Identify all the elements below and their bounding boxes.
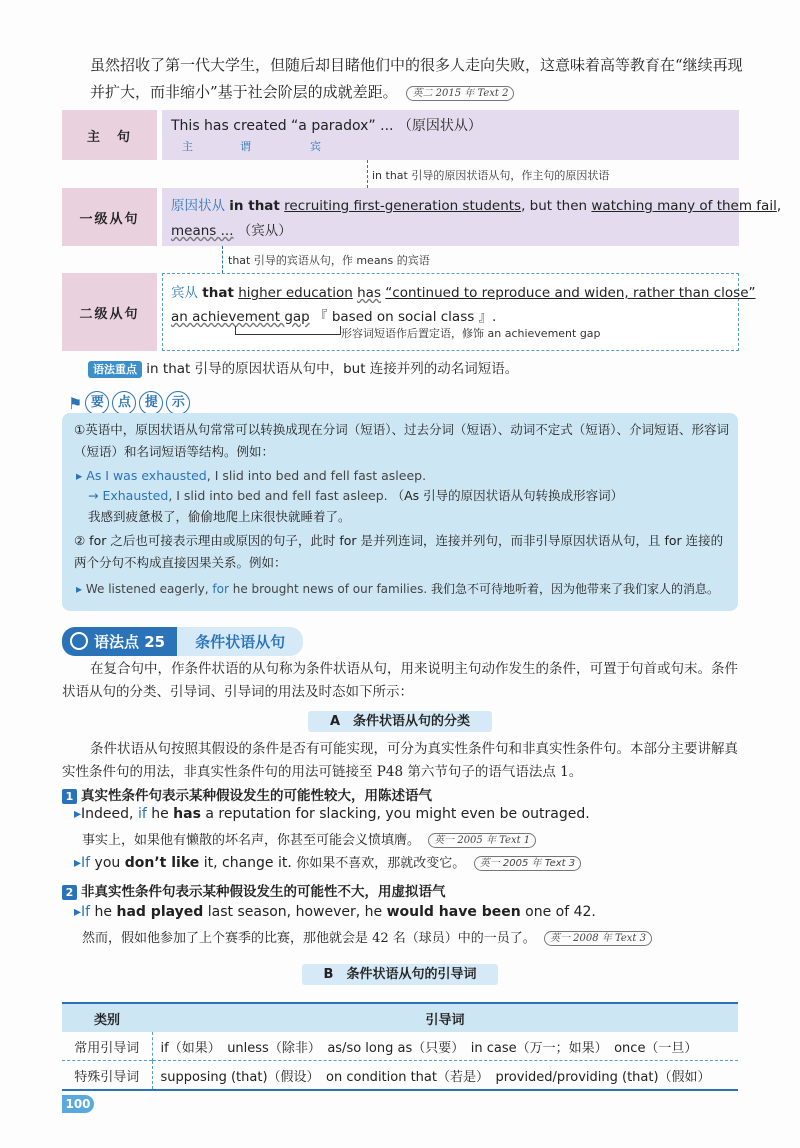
ex2-a: We listened eagerly, bbox=[85, 582, 209, 596]
e1-if: if bbox=[137, 806, 147, 822]
second-clause-box bbox=[162, 273, 756, 351]
item-2-title: 非真实性条件句表示某种假设发生的可能性不大，用虚拟语气 bbox=[81, 884, 446, 900]
search-icon bbox=[70, 632, 88, 650]
tip-1: ①英语中，原因状语从句常常可以转换成现在分词（短语）、过去分词（短语）、动词不定式（短语）、介词短语、形容词（短语）和名词短语等结构。例如： bbox=[74, 422, 729, 459]
ex1-rest: , I slid into bed and fell fast asleep. bbox=[206, 468, 427, 483]
e1-source: 英一 2005 年 Text 1 bbox=[428, 833, 536, 848]
e1-d: a reputation for slacking, you might even be outraged. bbox=[205, 806, 590, 822]
second-quote: “continued to reproduce and widen, rather than close” bbox=[385, 285, 756, 301]
first-means: means ... bbox=[171, 223, 234, 239]
second-has: has bbox=[357, 285, 381, 301]
tips-box bbox=[62, 413, 738, 611]
item-1-heading bbox=[62, 784, 432, 804]
e3-if: If bbox=[81, 904, 91, 920]
example-1-translation bbox=[82, 829, 536, 848]
table-cell-category: 特殊引导词 bbox=[62, 1061, 152, 1091]
example-2: ▸If you don’t like it, change it. 你如果不喜欢，那就改变它。 英一 2005 年 Text 3 bbox=[74, 852, 581, 871]
e3-a: he bbox=[94, 904, 113, 920]
grammar-point-number: 语法点 25 bbox=[94, 632, 166, 651]
e1-c: has bbox=[173, 806, 201, 822]
ex1-blue: As I was exhausted bbox=[86, 468, 207, 483]
main-clause-label: 主 句 bbox=[62, 110, 157, 160]
item-1-number: 1 bbox=[62, 789, 77, 804]
table-row bbox=[62, 1061, 738, 1091]
item-2-heading bbox=[62, 880, 446, 900]
grammar-focus-text: in that 引导的原因状语从句中，but 连接并列的动名词短语。 bbox=[146, 361, 519, 377]
first-clause-label: 一级从句 bbox=[62, 188, 157, 246]
flag-icon: ⚑ bbox=[68, 393, 83, 413]
ex1b-rest: , I slid into bed and fell fast asleep. bbox=[168, 488, 388, 503]
main-role-subject: 主 bbox=[182, 140, 193, 153]
table-header-words: 引导词 bbox=[425, 1012, 465, 1028]
e1-cn: 事实上，如果他有懒散的坏名声，你甚至可能会义愤填膺。 bbox=[82, 833, 421, 848]
e2-source: 英一 2005 年 Text 3 bbox=[474, 856, 581, 871]
first-in-that: in that bbox=[229, 198, 280, 214]
first-underline-1: recruiting first-generation students bbox=[284, 198, 522, 214]
e3-cn: 然而，假如他参加了上个赛季的比赛，那他就会是 42 名（球员）中的一员了。 bbox=[82, 931, 536, 946]
example-3: ▸If he had played last season, however, he would have been one of 42. bbox=[74, 904, 596, 920]
e3-source: 英一 2008 年 Text 3 bbox=[544, 931, 652, 946]
note-3: 形容词短语作后置定语，修饰 an achievement gap bbox=[341, 327, 601, 340]
e2-cn: 你如果不喜欢，那就改变它。 bbox=[296, 856, 466, 871]
ex1b-note: （As 引导的原因状语从句转换成形容词） bbox=[391, 488, 624, 503]
item-1-title: 真实性条件句表示某种假设发生的可能性较大，用陈述语气 bbox=[81, 788, 432, 804]
tips-title-char: 要 bbox=[85, 391, 109, 415]
e2-if: If bbox=[81, 855, 91, 871]
source-tag: 英二 2015 年 Text 2 bbox=[406, 86, 514, 101]
ex1b-blue: Exhausted bbox=[102, 488, 169, 503]
main-role-verb: 谓 bbox=[240, 140, 251, 153]
example-3-translation bbox=[82, 927, 652, 946]
tips-title-char: 提 bbox=[139, 391, 163, 415]
modifier-bracket bbox=[235, 326, 341, 335]
second-gap: an achievement gap bbox=[171, 309, 310, 325]
table-header-row bbox=[62, 1003, 738, 1032]
first-underline-2: watching many of them fail bbox=[591, 198, 777, 214]
grammar-point-header bbox=[62, 628, 303, 654]
e3-c: last season, however, he bbox=[207, 904, 383, 920]
grammar-point-badge bbox=[62, 627, 177, 656]
e1-b: he bbox=[151, 806, 169, 822]
section-a-text: 条件状语从句按照其假设的条件是否有可能实现，可分为真实性条件句和非真实性条件句。本部分主要讲解真实性条件句的用法，非真实性条件句的用法可链接至 P48 第六节句子的语气语法点 1。 bbox=[62, 741, 738, 780]
grammar-point-title: 条件状语从句 bbox=[177, 627, 303, 656]
grammar-focus-tag: 语法重点 bbox=[88, 361, 142, 378]
e3-b: had played bbox=[116, 904, 204, 920]
e2-b: don’t like bbox=[124, 855, 200, 871]
ex2-cn: 我们急不可待地听着，因为他带来了我们家人的消息。 bbox=[431, 582, 720, 596]
second-clause-label: 二级从句 bbox=[62, 273, 157, 351]
first-suffix: （宾从） bbox=[237, 223, 292, 239]
section-b-heading bbox=[0, 963, 800, 982]
table-header-category: 类别 bbox=[93, 1012, 120, 1028]
section-a-title: A 条件状语从句的分类 bbox=[308, 711, 492, 732]
page-number: 100 bbox=[62, 1095, 94, 1113]
ex2-for: for bbox=[212, 582, 229, 596]
example-1: ▸Indeed, if he has a reputation for slacking, you might even be outraged. bbox=[74, 806, 590, 822]
gp25-intro: 在复合句中，作条件状语的从句称为条件状语从句，用来说明主句动作发生的条件，可置于句首或句末。条件状语从句的分类、引导词、引导词的用法及时态如下所示： bbox=[62, 661, 738, 700]
connector-line bbox=[222, 246, 223, 273]
main-sentence: This has created “a paradox” ... （原因状从） bbox=[171, 118, 482, 134]
section-a-heading bbox=[0, 710, 800, 729]
e1-a: Indeed, bbox=[81, 806, 134, 822]
section-b-title: B 条件状语从句的引导词 bbox=[302, 964, 499, 985]
grammar-focus bbox=[88, 357, 518, 377]
e2-a: you bbox=[94, 855, 121, 871]
connector-line bbox=[367, 160, 368, 188]
tips-title-char: 点 bbox=[112, 391, 136, 415]
table-cell-category: 常用引导词 bbox=[62, 1032, 152, 1061]
second-that: that bbox=[202, 285, 234, 301]
tips-title bbox=[68, 391, 190, 415]
e2-c: it, change it. bbox=[203, 855, 292, 871]
tip-1-example-b: → Exhausted, I slid into bed and fell fast asleep. （As 引导的原因状语从句转换成形容词） bbox=[88, 488, 624, 503]
tip-2: ② for 之后也可接表示理由或原因的句子，此时 for 是并列连词，连接并列句，而非引导原因状语从句，且 for 连接的两个分句不构成直接因果关系。例如： bbox=[74, 533, 724, 570]
tip-2-example: ▸ We listened eagerly, for he brought news of our families. 我们急不可待地听着，因为他带来了我们家人的消息。 bbox=[76, 582, 720, 596]
e3-d: would have been bbox=[386, 904, 521, 920]
intro-paragraph bbox=[90, 52, 745, 106]
tips-title-char: 示 bbox=[166, 391, 190, 415]
first-prefix: 原因状从 bbox=[171, 198, 225, 214]
note-1: in that 引导的原因状语从句，作主句的原因状语 bbox=[372, 169, 610, 182]
main-role-object: 宾 bbox=[310, 140, 321, 153]
table-cell-words: if（如果） unless（除非） as/so long as（只要） in case（万一；如果） once（一旦） bbox=[160, 1040, 698, 1056]
e3-e: one of 42. bbox=[525, 904, 596, 920]
note-2: that 引导的宾语从句，作 means 的宾语 bbox=[228, 254, 430, 267]
tip-1-example: ▸ As I was exhausted, I slid into bed and fell fast asleep. bbox=[76, 468, 427, 483]
second-subject: higher education bbox=[238, 285, 353, 301]
main-clause-box bbox=[162, 110, 739, 160]
first-mid: , but then bbox=[521, 198, 588, 214]
second-prefix: 宾从 bbox=[171, 285, 198, 301]
intro-text: 虽然招收了第一代大学生，但随后却目睹他们中的很多人走向失败，这意味着高等教育在“继续再现并扩大，而非缩小”基于社会阶层的成就差距。 bbox=[90, 56, 743, 101]
table-row bbox=[62, 1032, 738, 1061]
first-end: , bbox=[776, 198, 782, 214]
first-clause-box bbox=[162, 188, 782, 246]
guide-words-table bbox=[62, 1002, 738, 1091]
ex1-cn: 我感到疲惫极了，偷偷地爬上床很快就睡着了。 bbox=[88, 509, 351, 524]
table-cell-words: supposing (that)（假设） on condition that（若是） provided/providing (that)（假如） bbox=[160, 1069, 711, 1085]
second-based: 『 based on social class 』. bbox=[314, 309, 497, 325]
item-2-number: 2 bbox=[62, 885, 77, 900]
ex2-b: he brought news of our families. bbox=[232, 582, 428, 596]
